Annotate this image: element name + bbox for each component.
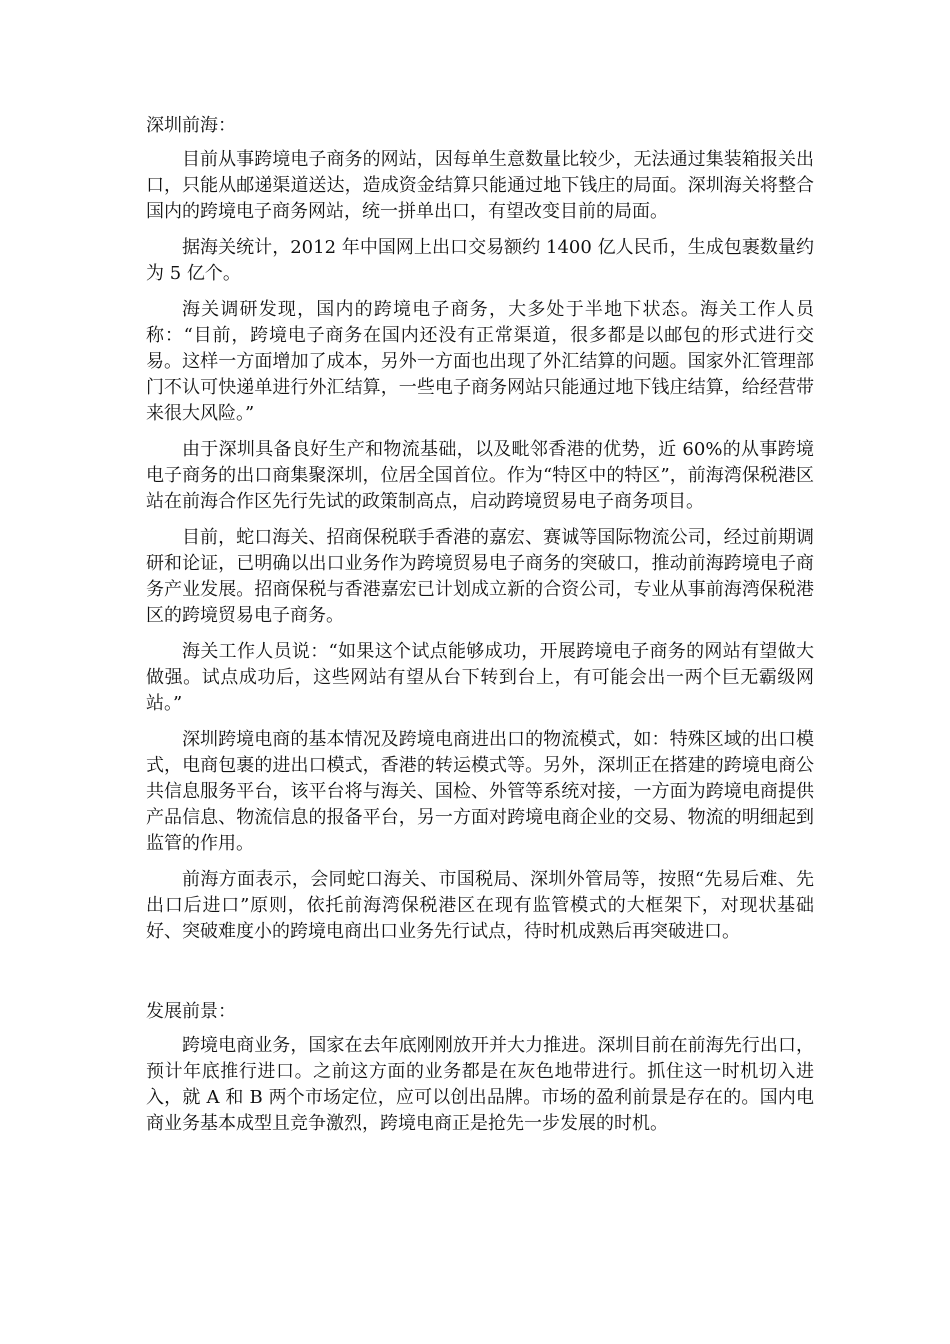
paragraph: 深圳跨境电商的基本情况及跨境电商进出口的物流模式，如：特殊区域的出口模式，电商包裹的进出口模式，香港的转运模式等。另外，深圳正在搭建的跨境电商公共信息服务平台，该平台将与海关、国检、外管等系统对接，一方面为跨境电商提供产品信息、物流信息的报备平台，另一方面对跨境电商企业的交易、物流的明细起到监管的作用。 <box>146 729 814 854</box>
paragraph: 海关工作人员说：“如果这个试点能够成功，开展跨境电子商务的网站有望做大做强。试点成功后，这些网站有望从台下转到台上，有可能会出一两个巨无霸级网站。” <box>146 641 814 714</box>
section-heading-qianhai: 深圳前海： <box>146 115 236 136</box>
paragraph: 跨境电商业务，国家在去年底刚刚放开并大力推进。深圳目前在前海先行出口，预计年底推行进口。之前这方面的业务都是在灰色地带进行。抓住这一时机切入进入，就 A 和 B 两个市场定位，应可以创出品牌。市场的盈利前景是存在的。国内电商业务基本成型且竞争激烈，跨境电商正是抢先一步发展的时机。 <box>146 1035 814 1134</box>
section-heading-prospects: 发展前景： <box>146 1001 236 1022</box>
paragraph: 由于深圳具备良好生产和物流基础，以及毗邻香港的优势，近 60%的从事跨境电子商务的出口商集聚深圳，位居全国首位。作为“特区中的特区”，前海湾保税港区站在前海合作区先行先试的政策制高点，启动跨境贸易电子商务项目。 <box>146 439 814 512</box>
paragraph: 海关调研发现，国内的跨境电子商务，大多处于半地下状态。海关工作人员称：“目前，跨境电子商务在国内还没有正常渠道，很多都是以邮包的形式进行交易。这样一方面增加了成本，另外一方面也出现了外汇结算的问题。国家外汇管理部门不认可快递单进行外汇结算，一些电子商务网站只能通过地下钱庄结算，给经营带来很大风险。” <box>146 299 814 424</box>
paragraph: 据海关统计，2012 年中国网上出口交易额约 1400 亿人民币，生成包裹数量约为 5 亿个。 <box>146 237 814 284</box>
document-body <box>146 113 814 1147</box>
paragraph: 目前从事跨境电子商务的网站，因每单生意数量比较少，无法通过集装箱报关出口，只能从邮递渠道送达，造成资金结算只能通过地下钱庄的局面。深圳海关将整合国内的跨境电子商务网站，统一拼单出口，有望改变目前的局面。 <box>146 149 814 222</box>
section-spacer <box>146 955 814 999</box>
paragraph: 目前，蛇口海关、招商保税联手香港的嘉宏、赛诚等国际物流公司，经过前期调研和论证，已明确以出口业务作为跨境贸易电子商务的突破口，推动前海跨境电子商务产业发展。招商保税与香港嘉宏已计划成立新的合资公司，专业从事前海湾保税港区的跨境贸易电子商务。 <box>146 527 814 626</box>
paragraph: 前海方面表示，会同蛇口海关、市国税局、深圳外管局等，按照“先易后难、先出口后进口”原则，依托前海湾保税港区在现有监管模式的大框架下，对现状基础好、突破难度小的跨境电商出口业务先行试点，待时机成熟后再突破进口。 <box>146 869 814 942</box>
